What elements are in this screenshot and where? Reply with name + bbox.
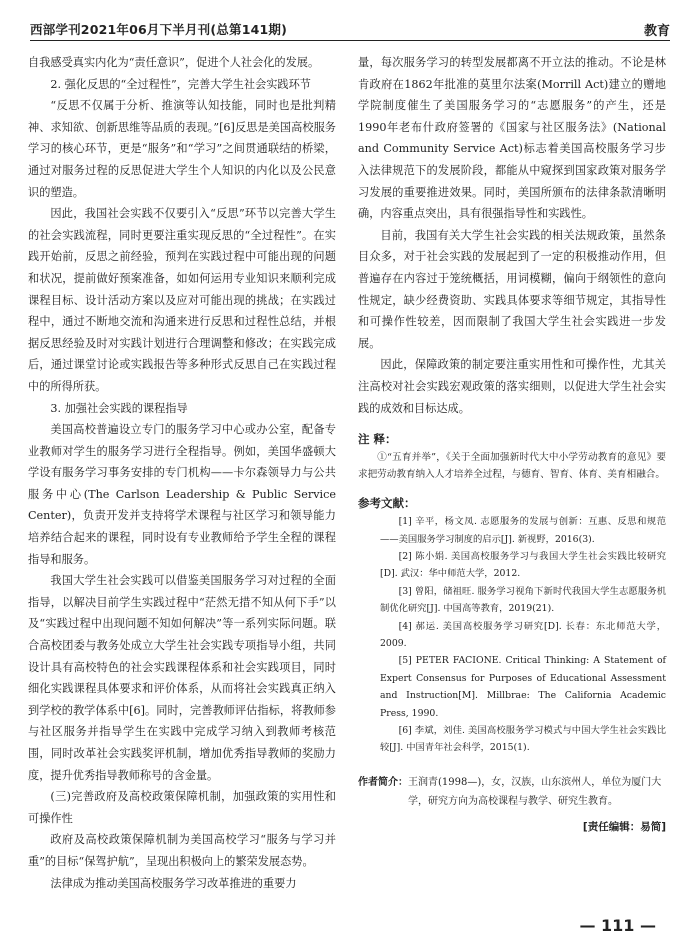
right-column bbox=[358, 52, 666, 838]
left_column-paragraph: 我国大学生社会实践可以借鉴美国服务学习对过程的全面指导，以解决目前学生实践过程中“茫然无措不知从何下手”以及“实践过程中出现问题不知如何解决”等一系列实际问题。联合高校团委与教务处成立大学生社会实践专项指导小组，共同设计具有高校特色的社会实践课程体系和社会实践项目，同时细化实践课程具体要求和评价体系，从而将社会实践真正纳入到学校的教学体系中[6]。同时，完善教师评估指标，将教师参与社区服务并指导学生在实践中完成学习纳入到教师考核范围，同时改革社会实践奖评机制，增加优秀指导教师的奖励力度，提升优秀指导教师称号的含金量。 bbox=[28, 574, 336, 782]
left_column-paragraph: 3. 加强社会实践的课程指导 bbox=[50, 401, 188, 415]
left_column-paragraph: 2. 强化反思的“全过程性”，完善大学生社会实践环节 bbox=[50, 77, 311, 91]
author-label: 作者简介： bbox=[358, 776, 408, 788]
references-list bbox=[358, 513, 666, 757]
notes-title: 注 释： bbox=[358, 432, 397, 447]
page-number: — 111 — bbox=[579, 916, 656, 935]
right_column-paragraph: 因此，保障政策的制定要注重实用性和可操作性，尤其关注高校对社会实践宏观政策的落实细则，以促进大学生社会实践的成效和目标达成。 bbox=[358, 358, 666, 415]
editor-credit: [责任编辑：易简] bbox=[582, 820, 666, 833]
left_column-paragraph: 法律成为推动美国高校服务学习改革推进的重要力 bbox=[50, 876, 297, 890]
reference-item: [4] 郝运. 美国高校服务学习研究[D]. 长春：东北师范大学，2009. bbox=[380, 620, 666, 649]
journal-title: 西部学刊2021年06月下半月刊(总第141期) bbox=[30, 22, 288, 37]
author-bio bbox=[358, 773, 666, 811]
reference-item: [2] 陈小娟. 美国高校服务学习与我国大学生社会实践比较研究[D]. 武汉：华中师范大学，2012. bbox=[380, 550, 666, 580]
page-header bbox=[30, 14, 670, 42]
references-title: 参考文献： bbox=[358, 496, 416, 511]
left_column-paragraph: 政府及高校政策保障机制为美国高校学习“服务与学习并重”的目标“保驾护航”，呈现出积极向上的繁荣发展态势。 bbox=[28, 833, 336, 868]
left_column-paragraph: “反思不仅属于分析、推演等认知技能，同时也是批判精神、求知欲、创新思维等品质的表现。”[6]反思是美国高校服务学习的核心环节，更是“服务”和“学习”之间贯通联结的桥梁，通过对服务过程的反思促进大学生个人知识的内化以及公民意识的塑造。 bbox=[28, 99, 336, 199]
reference-item: [5] PETER FACIONE. Critical Thinking: A Statement of Expert Consensus for Purposes of Educational Assessment and Instruction[M]. Millbrae: The California Academic Press, 1990. bbox=[380, 655, 666, 719]
left_column-paragraph: (三)完善政府及高校政策保障机制，加强政策的实用性和可操作性 bbox=[28, 790, 336, 825]
note-item: ①“五育并举”，《关于全面加强新时代大中小学劳动教育的意见》要求把劳动教育纳入人才培养全过程，与德育、智育、体育、美育相融合。 bbox=[358, 452, 666, 481]
notes-list bbox=[358, 449, 666, 483]
right-column-body bbox=[358, 52, 666, 419]
left_column-paragraph: 美国高校普遍设立专门的服务学习中心或办公室，配备专业教师对学生的服务学习进行全程指导。例如，美国华盛顿大学设有服务学习事务安排的专门机构——卡尔森领导力与公共服务中心(The Carlson Leadership & Public Service Center)，负责开发并支持将学术课程与社区学习和领导能力培养结合起来的课程，同时设有专业教师给予学生全程的课程指导和服务。 bbox=[28, 423, 336, 566]
author-text: 王润青(1998—)，女，汉族，山东滨州人，单位为厦门大学，研究方向为高校课程与教学、研究生教育。 bbox=[408, 776, 662, 807]
left-column bbox=[28, 52, 336, 894]
reference-item: [1] 辛平，杨文凤. 志愿服务的发展与创新：互惠、反思和规范——美国服务学习制度的启示[J]. 新视野，2016(3). bbox=[380, 516, 666, 545]
header-rule bbox=[30, 40, 670, 41]
right_column-paragraph: 量，每次服务学习的转型发展都离不开立法的推动。不论是林肯政府在1862年批准的莫里尔法案(Morrill Act)建立的赠地学院制度催生了美国服务学习的“志愿服务”的产生，还是1990年老布什政府签署的《国家与社区服务法》(National and Community Service Act)标志着美国高校服务学习步入法律规范下的发展阶段，都能从中窥探到国家政策对服务学习发展的重要推进效果。同时，美国所颁布的法律条款清晰明确，内容重点突出，具有很强指导性和实践性。 bbox=[358, 56, 666, 221]
left_column-paragraph: 因此，我国社会实践不仅要引入“反思”环节以完善大学生的社会实践流程，同时更要注重实现反思的“全过程性”。在实践开始前，反思之前经验，预判在实践过程中可能出现的问题和状况，提前做好预案准备，如如何运用专业知识来顺利完成课程目标、设计活动方案以及应对可能出现的挑战；在实践过程中，通过不断地交流和沟通来进行反思和过程性总结，并根据反思经验及时对实践计划进行合理调整和修改；在实践完成后，通过课堂讨论或实践报告等多种形式反思自己在实践过程中的所得所获。 bbox=[28, 207, 336, 393]
right_column-paragraph: 目前，我国有关大学生社会实践的相关法规政策，虽然条目众多，对于社会实践的发展起到了一定的积极推动作用，但普遍存在内容过于笼统概括，用词模糊，偏向于纲领性的意向性规定，缺少经费资助、实践具体要求等细节规定，其指导性和可操作性较差，因而限制了我国大学生社会实践进一步发展。 bbox=[358, 228, 666, 350]
section-label: 教育 bbox=[643, 24, 670, 39]
left_column-paragraph: 自我感受真实内化为“责任意识”，促进个人社会化的发展。 bbox=[28, 56, 320, 69]
reference-item: [6] 李斌，刘佳. 美国高校服务学习模式与中国大学生社会实践比较[J]. 中国青年社会科学，2015(1). bbox=[380, 724, 666, 754]
reference-item: [3] 曾阳，储祖旺. 服务学习视角下新时代我国大学生志愿服务机制优化研究[J]. 中国高等教育，2019(21). bbox=[380, 585, 666, 615]
